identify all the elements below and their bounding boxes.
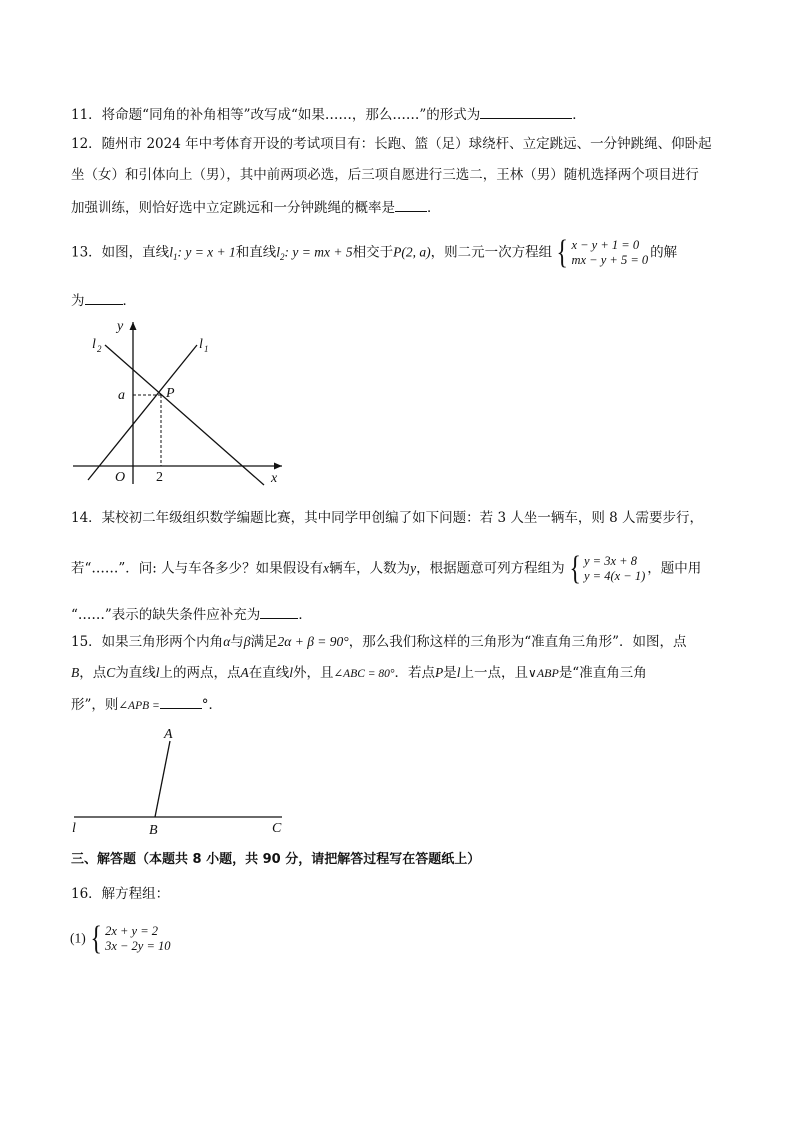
- question-12-line3: [71, 197, 441, 218]
- q15-text-2k: ．若点: [394, 665, 436, 681]
- q13-answer-blank[interactable]: [85, 290, 123, 305]
- a-label: a: [118, 388, 125, 403]
- q15-line-l-3: l: [456, 665, 461, 680]
- q15-point-p: P: [435, 665, 444, 680]
- q13-l2-sub: 2: [280, 252, 285, 263]
- q16-sys-eq2: 3x − 2y = 10: [105, 939, 171, 953]
- q14-sys-eq2: y = 4(x − 1): [583, 569, 646, 583]
- q15-condition: 2α + β = 90°: [277, 634, 349, 649]
- q12-answer-blank[interactable]: [395, 197, 427, 212]
- x-axis-label: x: [271, 471, 278, 486]
- q15-text-3a: 形”，则: [71, 697, 119, 713]
- question-14-line3: [71, 604, 312, 625]
- label-b: B: [149, 823, 158, 838]
- q13-text-d: ，则二元一次方程组: [430, 244, 553, 261]
- q15-text-b: 与: [230, 634, 244, 650]
- y-axis-label: y: [117, 319, 124, 334]
- q14-end: ．: [298, 607, 312, 623]
- q15-text-2o: 上一点，且: [460, 665, 529, 681]
- q14-text-d: ，题中用: [647, 560, 702, 577]
- q13-sys-eq2: mx − y + 5 = 0: [571, 253, 649, 267]
- q12-end: ．: [427, 200, 441, 216]
- q13-text-b: 和直线: [235, 244, 277, 261]
- q15-text-d: ，那么我们称这样的三角形为“准直角三角形”．如图，点: [348, 634, 687, 650]
- q13-l1: l: [169, 244, 173, 260]
- q15-text-2b: ，点: [79, 665, 107, 681]
- question-11: [71, 104, 586, 125]
- q15-text-2h: 在直线: [248, 665, 290, 681]
- q12-line3-text: 加强训练，则恰好选中立定跳远和一分钟跳绳的概率是: [71, 200, 395, 216]
- q15-text-a: 15．如果三角形两个内角: [71, 634, 224, 650]
- q15-text-2f: 上的两点，点: [159, 665, 241, 681]
- q15-text-c: 满足: [250, 634, 278, 650]
- q13-l1-sub: 1: [172, 252, 178, 263]
- q14-answer-blank[interactable]: [260, 604, 298, 619]
- q15-triangle: ∨ABP: [528, 666, 559, 680]
- tick-2-label: 2: [156, 470, 163, 485]
- q15-beta: β: [243, 634, 251, 649]
- q15-text-2m: 是: [443, 665, 457, 681]
- q16-sys-eq1: 2x + y = 2: [105, 924, 159, 938]
- q13-graph: [60, 310, 300, 490]
- label-a: A: [164, 727, 173, 742]
- q11-answer-blank[interactable]: [480, 104, 572, 119]
- question-12-line1: 12．随州市 2024 年中考体育开设的考试项目有：长跑、篮（足）球绕杆、立定跳远、一分钟跳绳、仰卧起: [71, 136, 712, 152]
- q15-angle: ∠ABC = 80°: [333, 668, 395, 680]
- q14-text-c: ，根据题意可列方程组为: [416, 560, 565, 577]
- origin-label: O: [115, 470, 126, 485]
- label-l: l: [72, 821, 76, 836]
- q13-sys-eq1: x − y + 1 = 0: [571, 238, 640, 252]
- q15-point-a: A: [240, 665, 249, 680]
- q16-part-label: (1): [70, 930, 86, 946]
- segment-ab: [155, 741, 170, 817]
- q14-text-a: 若“……”．问: 人与车各多少？如果假设有: [71, 560, 324, 577]
- q13-l2: l: [276, 244, 281, 260]
- q16-equation-system: { 2x + y = 2 3x − 2y = 10: [90, 920, 171, 957]
- q13-line2-text: 为: [71, 293, 85, 309]
- q15-line-l: l: [155, 665, 160, 680]
- question-15-line3: [71, 694, 222, 716]
- q14-sys-eq1: y = 3x + 8: [583, 554, 637, 568]
- q15-text-2j: 外，且: [293, 665, 334, 681]
- q15-figure: [60, 720, 300, 840]
- x-axis-arrow: [274, 463, 282, 470]
- l1-sub: 1: [204, 344, 209, 354]
- question-15-line2: [71, 663, 647, 684]
- q15-angle-apb: ∠APB =: [118, 700, 160, 712]
- question-14-line2: [71, 552, 701, 586]
- l2-sub: 2: [97, 344, 102, 354]
- q15-end: °．: [201, 697, 223, 713]
- q14-var-y: y: [410, 560, 417, 576]
- q13-text-e: 的解: [650, 244, 678, 261]
- q13-end: ．: [122, 293, 136, 309]
- question-16-part1: [70, 922, 173, 956]
- q13-text-a: 13．如图，直线: [71, 244, 170, 261]
- l2-label: l: [92, 337, 96, 352]
- q13-eq1: : y = x + 1: [177, 244, 236, 260]
- line-l1: [88, 345, 197, 480]
- question-13-line1: [71, 236, 677, 270]
- q13-eq2: : y = mx + 5: [284, 244, 353, 260]
- q11-end: ．: [572, 107, 586, 123]
- q13-point: P(2, a): [393, 244, 431, 260]
- q15-text-2p: 是“准直角三角: [558, 665, 647, 681]
- label-c: C: [272, 821, 282, 836]
- q15-line-l-2: l: [289, 665, 294, 680]
- q14-line3-text: “……”表示的缺失条件应补充为: [71, 607, 261, 623]
- q15-text-2d: 为直线: [115, 665, 156, 681]
- q15-point-c: C: [106, 665, 116, 680]
- q14-equation-system: { y = 3x + 8 y = 4(x − 1): [569, 550, 646, 587]
- section-3-title: 三、解答题（本题共 8 小题，共 90 分，请把解答过程写在答题纸上）: [71, 852, 481, 867]
- q11-text: 11．将命题“同角的补角相等”改写成“如果……，那么……”的形式为: [71, 107, 481, 123]
- q15-answer-blank[interactable]: [160, 694, 202, 709]
- q14-text-b: 辆车，人数为: [329, 560, 411, 577]
- l1-label: l: [199, 337, 203, 352]
- q15-point-b: B: [71, 665, 80, 680]
- question-15-line1: [71, 632, 687, 652]
- question-13-line2: [71, 290, 136, 311]
- question-16-title: 16．解方程组：: [71, 886, 170, 902]
- p-label: P: [166, 386, 175, 401]
- line-l2: [105, 345, 264, 485]
- question-12-line2: 坐（女）和引体向上（男），其中前两项必选，后三项自愿进行三选二，王林（男）随机选择两个项目进行: [71, 167, 699, 183]
- q13-equation-system: { x − y + 1 = 0 mx − y + 5 = 0: [556, 234, 649, 271]
- y-axis-arrow: [130, 322, 137, 330]
- q13-text-c: 相交于: [352, 244, 394, 261]
- q15-alpha: α: [223, 634, 231, 649]
- q14-var-x: x: [323, 560, 330, 576]
- question-14-line1: 14．某校初二年级组织数学编题比赛，其中同学甲创编了如下问题：若 3 人坐一辆车，则 8 人需要步行，: [71, 510, 704, 526]
